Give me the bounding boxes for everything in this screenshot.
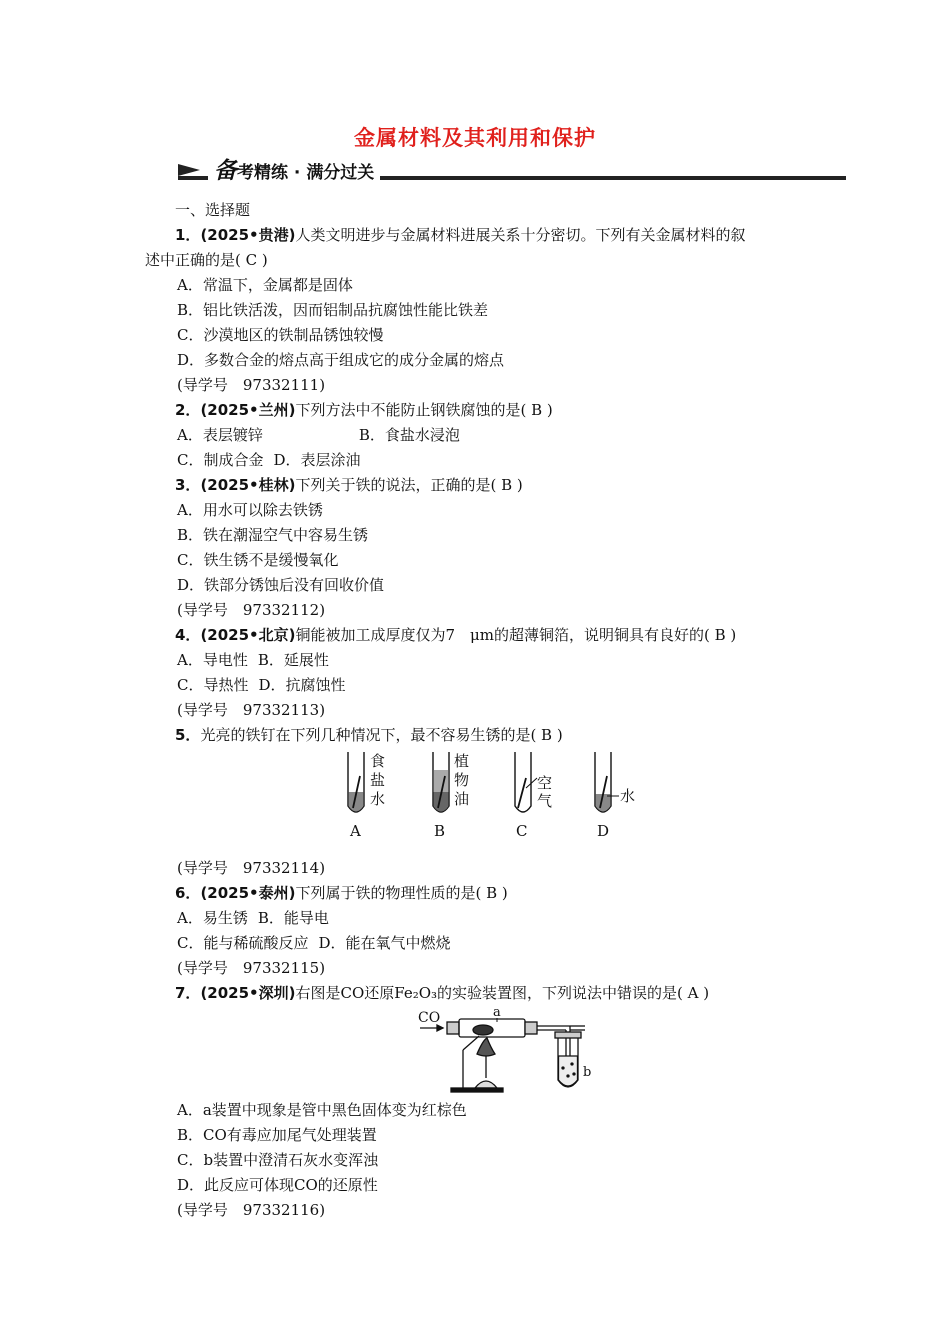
fig-b-label: b (583, 1065, 592, 1080)
q7-figure (145, 1006, 825, 1098)
q5-figure (145, 748, 825, 856)
tube-b-label-3: 油 (454, 790, 470, 808)
tube-letter-c: C (516, 822, 528, 840)
q3-option-c: C．铁生锈不是缓慢氧化 (177, 551, 339, 569)
tube-letter-d: D (597, 822, 610, 840)
question-4: 4．(2025•北京)铜能被加工成厚度仅为7 μm的超薄铜箔，说明铜具有良好的( B ) (175, 626, 737, 644)
q1-option-a: A．常温下，金属都是固体 (177, 276, 353, 294)
tube-letter-a: A (350, 822, 361, 840)
q5-ref: (导学号 97332114) (177, 859, 326, 877)
tube-letter-b: B (434, 822, 446, 840)
q3-ref: (导学号 97332112) (177, 601, 326, 619)
co-reduction-apparatus (145, 1006, 825, 1098)
q1-option-d: D．多数合金的熔点高于组成它的成分金属的熔点 (177, 351, 505, 369)
q6-options-cd: C．能与稀硫酸反应 D．能在氧气中燃烧 (177, 934, 451, 952)
q7-option-d: D．此反应可体现CO的还原性 (177, 1176, 378, 1194)
q7-option-a: A．a装置中现象是管中黑色固体变为红棕色 (177, 1101, 467, 1119)
question-3: 3．(2025•桂林)下列关于铁的说法，正确的是( B ) (175, 476, 523, 494)
q6-ref: (导学号 97332115) (177, 959, 326, 977)
q1-ref: (导学号 97332111) (177, 376, 326, 394)
question-6: 6．(2025•泰州)下列属于铁的物理性质的是( B ) (175, 884, 508, 902)
exercise-content (145, 198, 825, 1223)
q2-options-cd: C．制成合金 D．表层涂油 (177, 451, 361, 469)
test-tubes-diagram (145, 748, 825, 856)
page-title: 金属材料及其利用和保护 (354, 126, 596, 150)
q4-ref: (导学号 97332113) (177, 701, 326, 719)
q7-option-c: C．b装置中澄清石灰水变浑浊 (177, 1151, 379, 1169)
tube-b-label-2: 物 (454, 771, 470, 789)
question-2: 2．(2025•兰州)下列方法中不能防止钢铁腐蚀的是( B ) (175, 401, 553, 419)
tube-a-label-1: 食 (370, 752, 386, 770)
q2-options-ab: A．表层镀锌 B．食盐水浸泡 (177, 426, 460, 444)
question-1: 1．(2025•贵港)人类文明进步与金属材料进展关系十分密切。下列有关金属材料的叙 (175, 226, 746, 244)
q4-options-ab: A．导电性 B．延展性 (177, 651, 329, 669)
question-1-cont: 述中正确的是( C ) (145, 251, 268, 269)
q3-option-a: A．用水可以除去铁锈 (177, 501, 323, 519)
section-banner (178, 150, 846, 184)
q7-ref: (导学号 97332116) (177, 1201, 326, 1219)
fig-co-label: CO (418, 1010, 441, 1026)
q1-option-b: B．铝比铁活泼，因而铝制品抗腐蚀性能比铁差 (177, 301, 489, 319)
tube-b-label-1: 植 (454, 752, 470, 770)
banner-arrow-icon (178, 164, 200, 176)
q7-option-b: B．CO有毒应加尾气处理装置 (177, 1126, 377, 1144)
q6-options-ab: A．易生锈 B．能导电 (177, 909, 329, 927)
section-heading: 一、选择题 (175, 201, 251, 219)
tube-c-label-2: 气 (537, 792, 553, 810)
tube-a-label-3: 水 (370, 790, 386, 808)
q1-option-c: C．沙漠地区的铁制品锈蚀较慢 (177, 326, 384, 344)
q3-option-b: B．铁在潮湿空气中容易生锈 (177, 526, 369, 544)
tube-a-label-2: 盐 (370, 771, 386, 789)
fig-a-label: a (493, 1006, 501, 1020)
q3-option-d: D．铁部分锈蚀后没有回收价值 (177, 576, 385, 594)
q4-options-cd: C．导热性 D．抗腐蚀性 (177, 676, 346, 694)
question-7: 7．(2025•深圳)右图是CO还原Fe₂O₃的实验装置图，下列说法中错误的是( A ) (175, 984, 710, 1002)
tube-c-label-1: 空 (537, 774, 553, 792)
banner-label: 备考精练 · 满分过关 (208, 152, 380, 185)
question-5: 5．光亮的铁钉在下列几种情况下，最不容易生锈的是( B ) (175, 726, 563, 744)
tube-d-label: 水 (620, 787, 636, 805)
